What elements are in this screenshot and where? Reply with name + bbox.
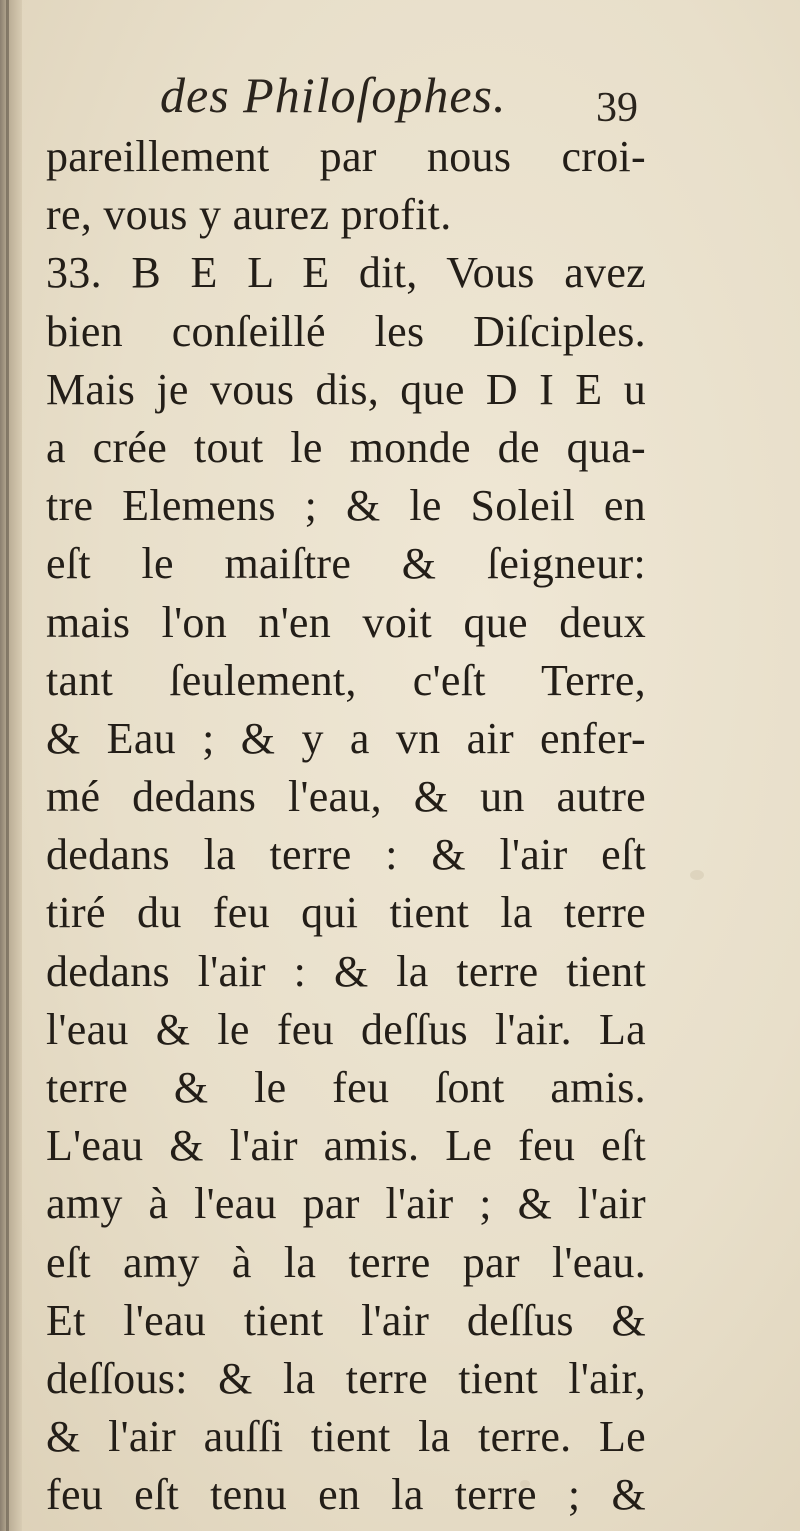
text-line: a crée tout le monde de qua- bbox=[46, 422, 646, 472]
page-header bbox=[0, 58, 800, 138]
running-title: des Philoſophes. bbox=[160, 67, 507, 123]
text-line: eſt amy à la terre par l'eau. bbox=[46, 1237, 646, 1287]
text-line: tant ſeulement, c'eſt Terre, bbox=[46, 655, 646, 705]
text-line: mé dedans l'eau, & un autre bbox=[46, 772, 646, 822]
page-number: 39 bbox=[596, 85, 638, 131]
text-line: Et l'eau tient l'air deſſus & bbox=[46, 1295, 646, 1345]
binding-edge bbox=[6, 0, 9, 1531]
text-line: dedans l'air : & la terre tient bbox=[46, 946, 646, 996]
text-line: eſt le maiſtre & ſeigneur: bbox=[46, 539, 646, 589]
text-line: & l'air auſſi tient la terre. Le bbox=[46, 1412, 646, 1462]
text-line: L'eau & l'air amis. Le feu eſt bbox=[46, 1121, 646, 1171]
text-line: re, vous y aurez profit. bbox=[46, 190, 452, 240]
text-line: l'eau & le feu deſſus l'air. La bbox=[46, 1004, 646, 1054]
text-line: 33. B E L E dit, Vous avez bbox=[46, 248, 646, 298]
text-line: pareillement par nous croi- bbox=[46, 132, 646, 181]
text-line: deſſous: & la terre tient l'air, bbox=[46, 1353, 646, 1403]
text-line: feu eſt tenu en la terre ; & bbox=[46, 1470, 646, 1520]
text-line: amy à l'eau par l'air ; & l'air bbox=[46, 1179, 646, 1229]
text-line: & Eau ; & y a vn air enfer- bbox=[46, 713, 646, 763]
text-line: tiré du feu qui tient la terre bbox=[46, 888, 646, 938]
text-line: tre Elemens ; & le Soleil en bbox=[46, 481, 646, 531]
text-line: bien conſeillé les Diſciples. bbox=[46, 306, 646, 356]
paper-stain bbox=[690, 870, 704, 880]
text-line: Mais je vous dis, que D I E u bbox=[46, 364, 646, 414]
text-line: terre & le feu ſont amis. bbox=[46, 1063, 646, 1112]
text-line: mais l'on n'en voit que deux bbox=[46, 597, 646, 647]
page-gutter bbox=[0, 0, 22, 1531]
text-line: dedans la terre : & l'air eſt bbox=[46, 830, 646, 880]
body-text bbox=[46, 128, 646, 1525]
